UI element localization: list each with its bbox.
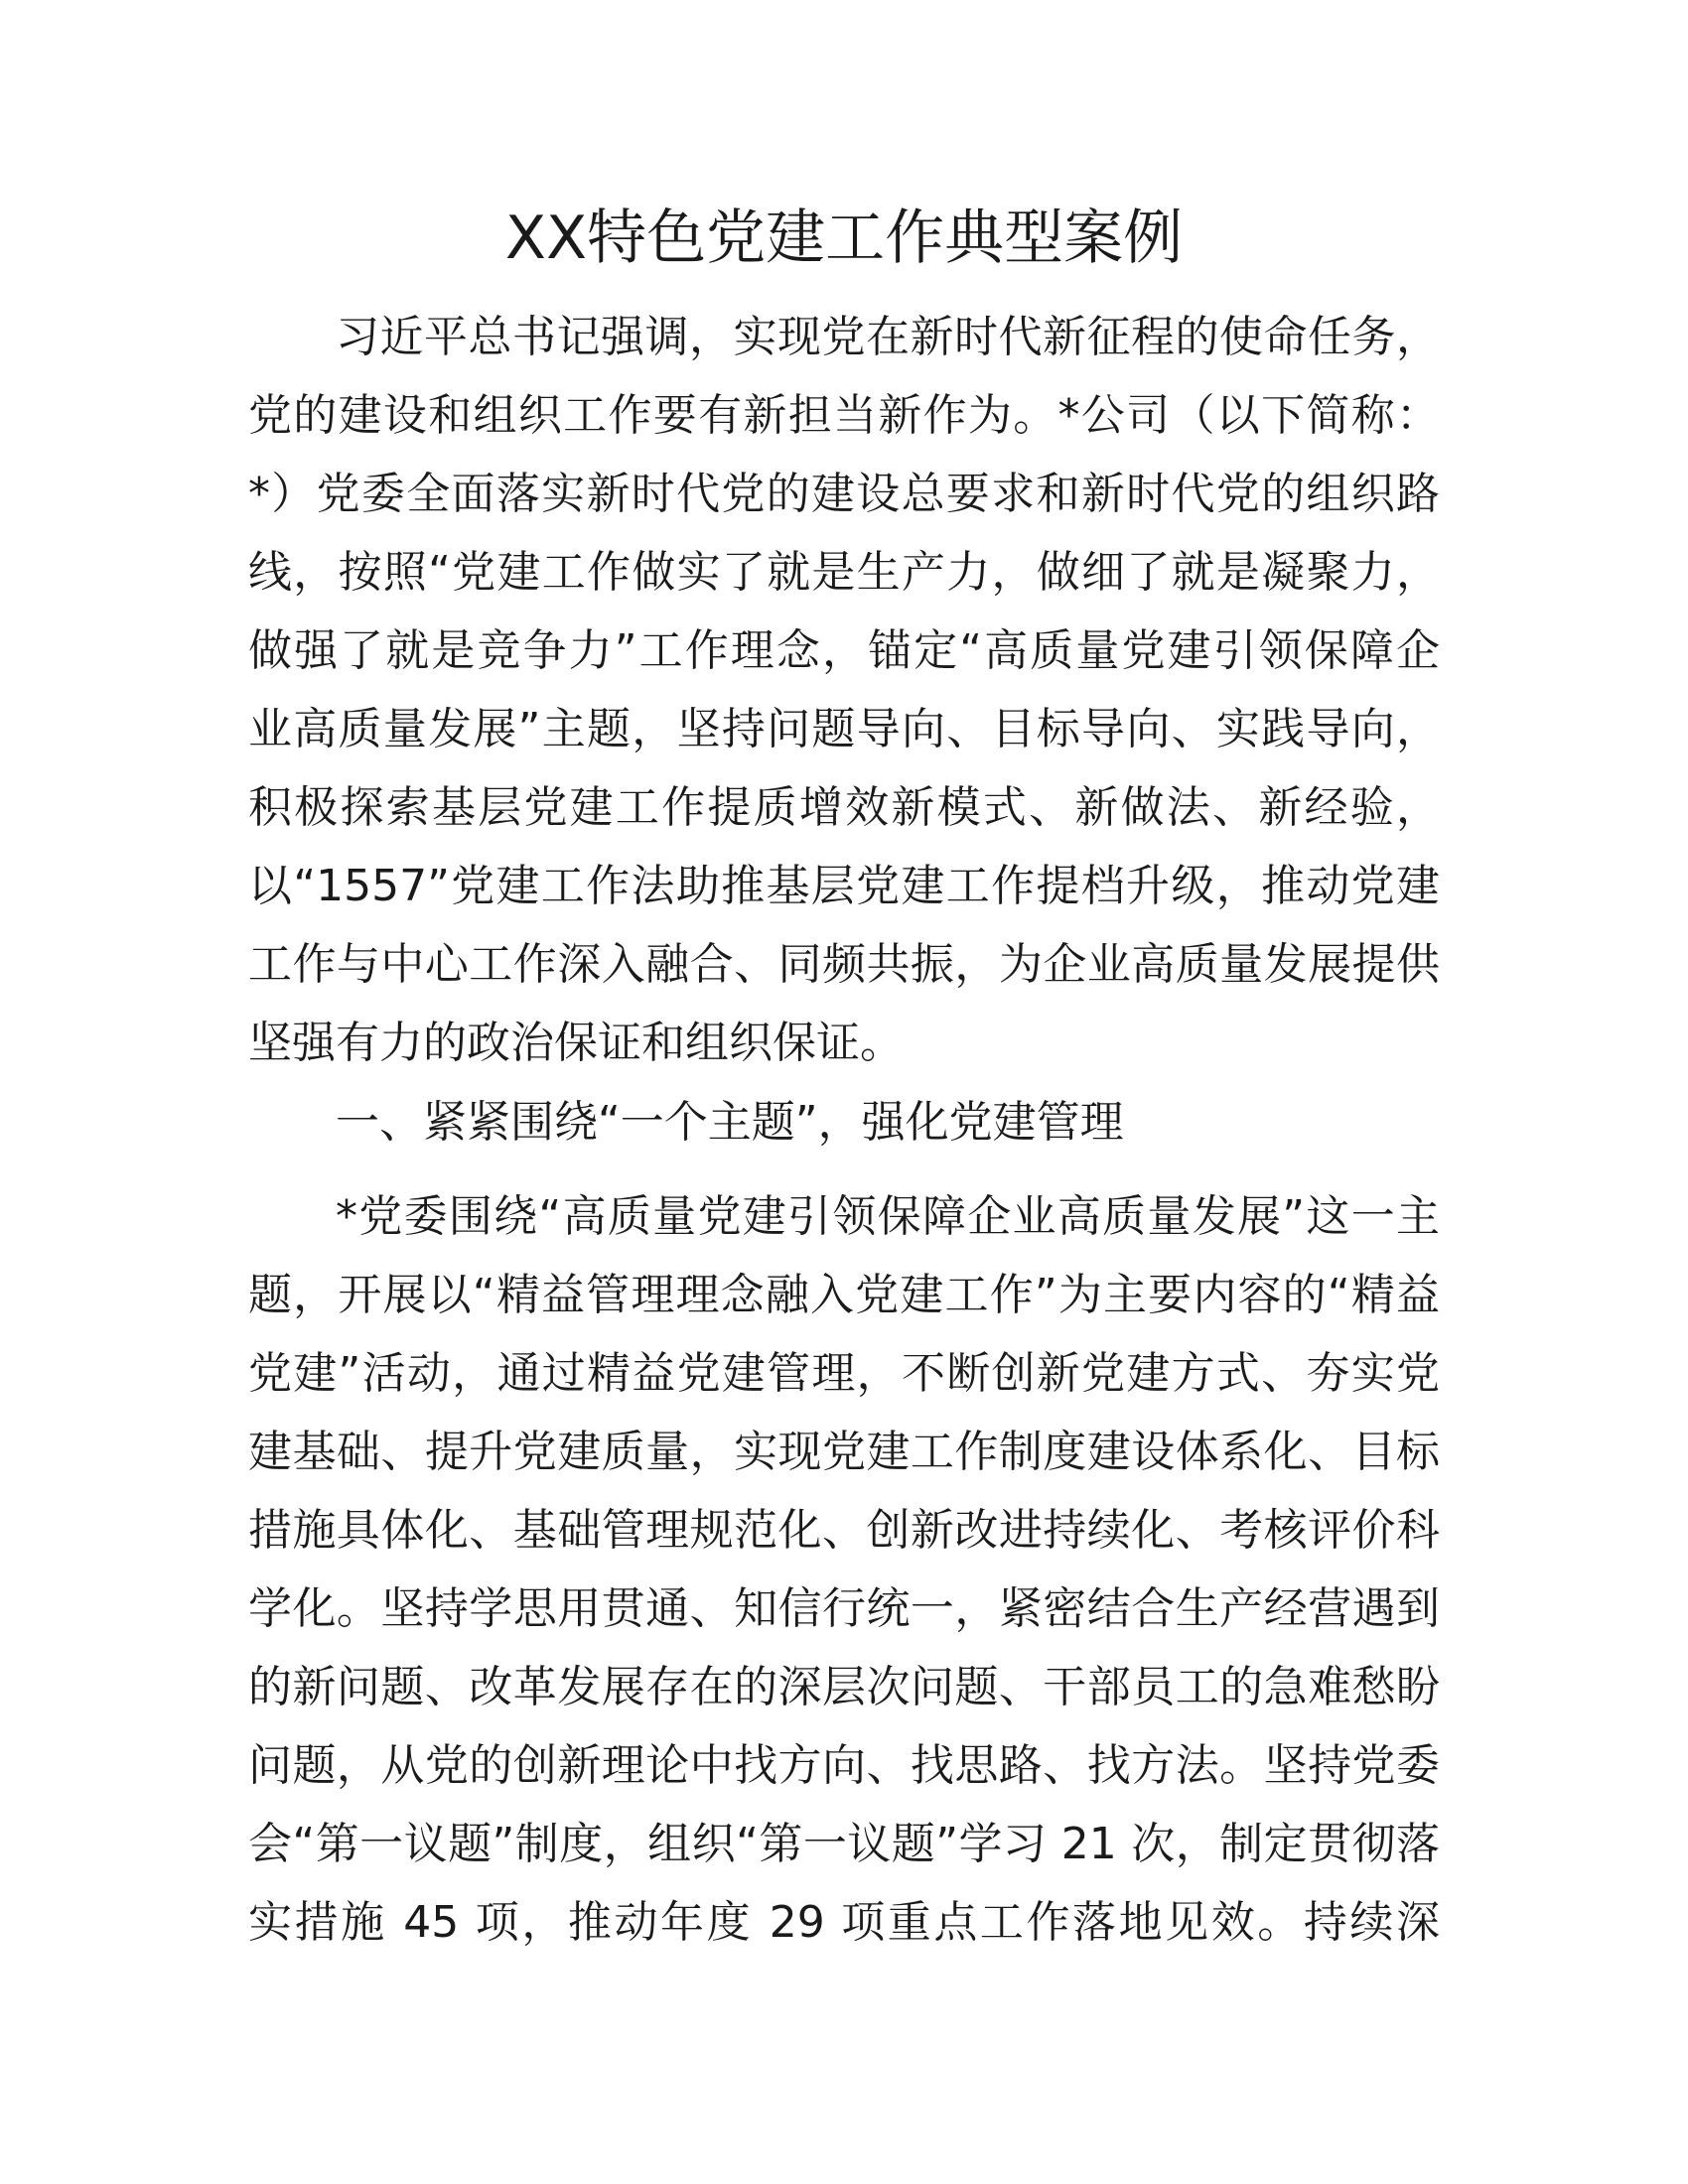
text-line: 做强了就是竞争力”工作理念，锚定“高质量党建引领保障企 [248, 625, 1440, 676]
text-line: 措施具体化、基础管理规范化、创新改进持续化、考核评价科 [248, 1505, 1440, 1556]
text-line: 习近平总书记强调，实现党在新时代新征程的使命任务， [336, 312, 1440, 362]
text-line: 学化。坚持学思用贯通、知信行统一，紧密结合生产经营遇到 [248, 1583, 1440, 1634]
text-line: 积极探索基层党建工作提质增效新模式、新做法、新经验， [248, 782, 1440, 833]
text-line: *党委围绕“高质量党建引领保障企业高质量发展”这一主 [336, 1191, 1440, 1242]
text-line: 的新问题、改革发展存在的深层次问题、干部员工的急难愁盼 [248, 1662, 1440, 1712]
document-title: XX特色党建工作典型案例 [504, 204, 1184, 273]
text-line: 问题，从党的创新理论中找方向、找思路、找方法。坚持党委 [248, 1740, 1440, 1791]
text-line: 会“第一议题”制度，组织“第一议题”学习 21 次，制定贯彻落 [248, 1819, 1440, 1869]
section-heading [248, 1083, 1440, 1161]
text-line: 党的建设和组织工作要有新担当新作为。*公司（以下简称： [248, 390, 1440, 441]
text-line: 建基础、提升党建质量，实现党建工作制度建设体系化、目标 [248, 1427, 1440, 1477]
text-line: 题，开展以“精益管理理念融入党建工作”为主要内容的“精益 [248, 1270, 1440, 1320]
paragraph-intro [248, 298, 1440, 1082]
text-line: 以“1557”党建工作法助推基层党建工作提档升级，推动党建 [248, 861, 1440, 911]
paragraph-section1 [248, 1177, 1440, 1962]
text-line: 线，按照“党建工作做实了就是生产力，做细了就是凝聚力， [248, 547, 1440, 598]
text-line: 党建”活动，通过精益党建管理，不断创新党建方式、夯实党 [248, 1348, 1440, 1399]
text-line: 坚强有力的政治保证和组织保证。 [248, 1018, 904, 1068]
section-heading-text: 一、紧紧围绕“一个主题”，强化党建管理 [336, 1097, 1124, 1148]
text-line: 工作与中心工作深入融合、同频共振，为企业高质量发展提供 [248, 939, 1440, 990]
text-line: 实措施 45 项，推动年度 29 项重点工作落地见效。持续深 [248, 1897, 1440, 1948]
text-line: 业高质量发展”主题，坚持问题导向、目标导向、实践导向， [248, 704, 1440, 754]
text-line: *）党委全面落实新时代党的建设总要求和新时代党的组织路 [248, 469, 1440, 519]
